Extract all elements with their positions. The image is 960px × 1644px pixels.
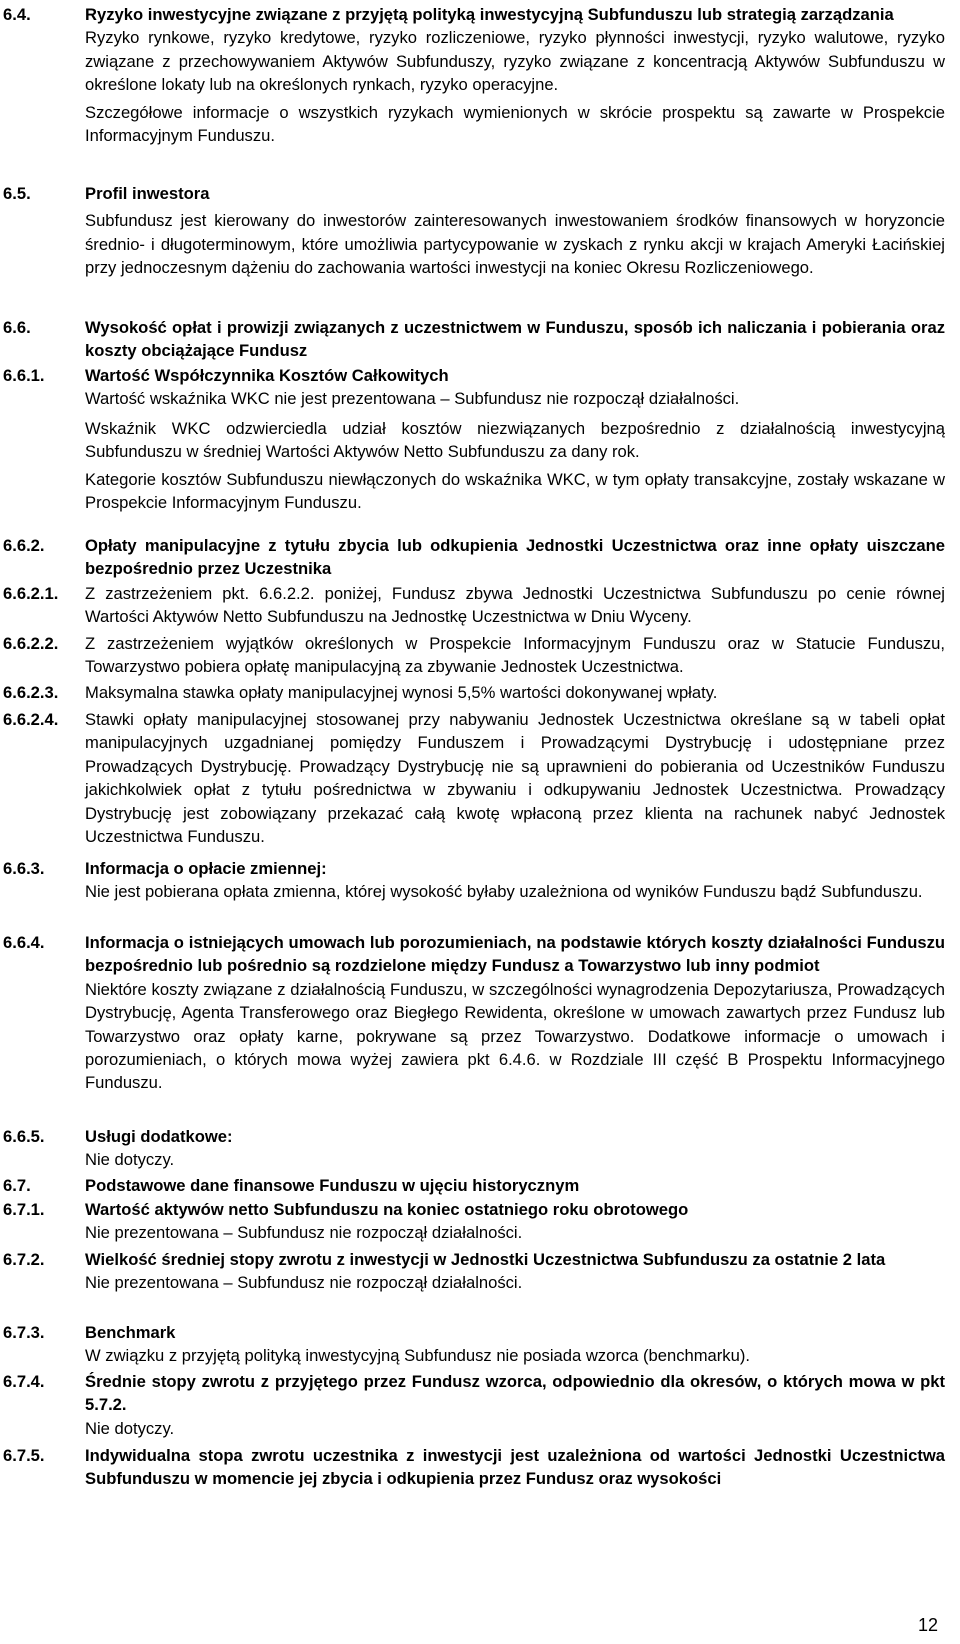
section-number: 6.6.3. bbox=[3, 859, 45, 878]
section-title: Podstawowe dane finansowe Funduszu w ujęciu historycznym bbox=[85, 1176, 580, 1195]
paragraph: Nie prezentowana – Subfundusz nie rozpoczął działalności. bbox=[85, 1273, 523, 1293]
paragraph: Nie dotyczy. bbox=[85, 1418, 175, 1438]
paragraph: Kategorie kosztów Subfunduszu niewłączonych do wskaźnika WKC, w tym opłaty transakcyjne, zostały wskazane w Prospekcie Informacyjnym Funduszu. bbox=[85, 469, 945, 513]
section-number: 6.6.2. bbox=[3, 536, 45, 555]
section-6-7-2 bbox=[3, 1248, 945, 1295]
section-number: 6.7.5. bbox=[3, 1446, 45, 1465]
section-number: 6.6.2.4. bbox=[3, 710, 59, 729]
section-number: 6.7.1. bbox=[3, 1200, 45, 1219]
section-6-6-2-2 bbox=[3, 632, 945, 679]
section-title: Profil inwestora bbox=[85, 184, 210, 203]
section-6-6 bbox=[3, 316, 945, 363]
paragraph: Wskaźnik WKC odzwierciedla udział kosztów niezwiązanych bezpośrednio z działalnością inwestycyjną Subfunduszu w średniej Wartości Aktywów Netto Subfunduszu za dany rok. bbox=[85, 418, 945, 462]
section-number: 6.6.2.1. bbox=[3, 584, 59, 603]
section-number: 6.5. bbox=[3, 184, 31, 203]
paragraph: Nie dotyczy. bbox=[85, 1150, 175, 1170]
section-number: 6.7.4. bbox=[3, 1372, 45, 1391]
section-title: Opłaty manipulacyjne z tytułu zbycia lub odkupienia Jednostki Uczestnictwa oraz inne opłaty uiszczane bezpośrednio przez Uczestnika bbox=[85, 536, 945, 579]
paragraph: Z zastrzeżeniem wyjątków określonych w Prospekcie Informacyjnym Funduszu oraz w Statucie Funduszu, Towarzystwo pobiera opłatę manipulacyjną za zbywanie Jednostek Uczestnictwa. bbox=[85, 634, 945, 677]
section-number: 6.6.1. bbox=[3, 366, 45, 385]
section-6-4 bbox=[3, 3, 945, 147]
paragraph: Z zastrzeżeniem pkt. 6.6.2.2. poniżej, Fundusz zbywa Jednostki Uczestnictwa Subfunduszu po cenie równej Wartości Aktywów Netto Subfunduszu na Jednostkę Uczestnictwa w Dniu Wyceny. bbox=[85, 584, 945, 627]
paragraph: Nie jest pobierana opłata zmienna, której wysokość byłaby uzależniona od wyników Funduszu bądź Subfunduszu. bbox=[85, 882, 923, 902]
section-6-6-4 bbox=[3, 931, 945, 1095]
section-6-7-4 bbox=[3, 1370, 945, 1440]
section-number: 6.7.3. bbox=[3, 1323, 45, 1342]
section-6-7-1 bbox=[3, 1198, 945, 1245]
section-title: Wartość Współczynnika Kosztów Całkowitych bbox=[85, 366, 449, 385]
section-number: 6.6.2.2. bbox=[3, 634, 59, 653]
section-title: Benchmark bbox=[85, 1323, 176, 1342]
section-6-6-2 bbox=[3, 534, 945, 581]
paragraph: Maksymalna stawka opłaty manipulacyjnej wynosi 5,5% wartości dokonywanej wpłaty. bbox=[85, 683, 718, 702]
paragraph: Wartość wskaźnika WKC nie jest prezentowana – Subfundusz nie rozpoczął działalności. bbox=[85, 389, 740, 409]
section-number: 6.6.5. bbox=[3, 1127, 45, 1146]
paragraph: Stawki opłaty manipulacyjnej stosowanej przy nabywaniu Jednostek Uczestnictwa określane są w tabeli opłat manipulacyjnych uzgadnianej pomiędzy Funduszem i Prowadzącymi Dystrybucję i udostępniane przez Prowadzących Dystrybucję. Prowadzący Dystrybucję nie są uprawnieni do pobierania od Uczestników Funduszu jakichkolwiek opłat z tytułu pośrednictwa w zbywaniu i odkupywaniu Jednostek Uczestnictwa. Prowadzący Dystrybucję jest zobowiązany przekazać całą kwotę wpłaconą przez klienta na rachunek nabyć Jednostek Uczestnictwa Funduszu. bbox=[85, 710, 945, 847]
section-6-7 bbox=[3, 1174, 945, 1197]
section-6-7-5 bbox=[3, 1444, 945, 1491]
paragraph: Subfundusz jest kierowany do inwestorów zainteresowanych inwestowaniem środków finansowych w horyzoncie średnio- i długoterminowym, które umożliwia partycypowanie w zyskach z rynku akcji w krajach Ameryki Łacińskiej przy jednoczesnym dążeniu do zachowania wartości inwestycji na koniec Okresu Rozliczeniowego. bbox=[85, 211, 945, 278]
section-number: 6.7.2. bbox=[3, 1250, 45, 1269]
section-number: 6.6. bbox=[3, 318, 31, 337]
section-title: Wartość aktywów netto Subfunduszu na koniec ostatniego roku obrotowego bbox=[85, 1200, 689, 1219]
section-6-6-2-3 bbox=[3, 681, 945, 704]
section-title: Indywidualna stopa zwrotu uczestnika z inwestycji jest uzależniona od wartości Jednostki Uczestnictwa Subfunduszu w momencie jej zbycia i odkupienia przez Fundusz oraz wysokości bbox=[85, 1446, 945, 1489]
section-title: Ryzyko inwestycyjne związane z przyjętą polityką inwestycyjną Subfunduszu lub strategią zarządzania bbox=[85, 5, 894, 24]
paragraph: Niektóre koszty związane z działalnością Funduszu, w szczególności wynagrodzenia Depozytariusza, Prowadzących Dystrybucję, Agenta Transferowego oraz Biegłego Rewidenta, określone w umowach zawartych przez Fundusz lub Towarzystwo oraz opłaty karne, pokrywane są przez Towarzystwo. Dodatkowe informacje o umowach i porozumieniach, o których mowa wyżej zawiera pkt 6.4.6. w Rozdziale III część B Prospektu Informacyjnego Funduszu. bbox=[85, 979, 945, 1093]
section-6-7-3 bbox=[3, 1321, 945, 1368]
section-6-6-2-1 bbox=[3, 582, 945, 629]
section-title: Wielkość średniej stopy zwrotu z inwestycji w Jednostki Uczestnictwa Subfunduszu za ostatnie 2 lata bbox=[85, 1250, 886, 1269]
section-6-6-5 bbox=[3, 1125, 945, 1172]
section-title: Średnie stopy zwrotu z przyjętego przez Fundusz wzorca, odpowiednio dla okresów, o których mowa w pkt 5.7.2. bbox=[85, 1372, 945, 1415]
section-6-6-1 bbox=[3, 364, 945, 514]
section-number: 6.7. bbox=[3, 1176, 31, 1195]
paragraph: Szczegółowe informacje o wszystkich ryzykach wymienionych w skrócie prospektu są zawarte w Prospekcie Informacyjnym Funduszu. bbox=[85, 102, 945, 146]
page-number: 12 bbox=[918, 1615, 939, 1635]
section-number: 6.6.4. bbox=[3, 933, 45, 952]
section-title: Informacja o opłacie zmiennej: bbox=[85, 859, 327, 878]
paragraph: Ryzyko rynkowe, ryzyko kredytowe, ryzyko rozliczeniowe, ryzyko płynności inwestycji, ryzyko walutowe, ryzyko związane z przechowywaniem Aktywów Subfunduszy, ryzyko związane z koncentracją Aktywów Subfunduszu w określone lokaty lub na określonych rynkach, ryzyko operacyjne. bbox=[85, 28, 945, 95]
paragraph: W związku z przyjętą polityką inwestycyjną Subfundusz nie posiada wzorca (benchmarku). bbox=[85, 1346, 750, 1366]
section-number: 6.4. bbox=[3, 5, 31, 24]
section-title: Usługi dodatkowe: bbox=[85, 1127, 233, 1146]
section-title: Wysokość opłat i prowizji związanych z uczestnictwem w Funduszu, sposób ich naliczania i pobierania oraz koszty obciążające Fundusz bbox=[85, 318, 945, 361]
paragraph: Nie prezentowana – Subfundusz nie rozpoczął działalności. bbox=[85, 1223, 523, 1243]
section-6-6-3 bbox=[3, 857, 945, 904]
section-6-5 bbox=[3, 182, 945, 280]
section-number: 6.6.2.3. bbox=[3, 683, 59, 702]
section-title: Informacja o istniejących umowach lub porozumieniach, na podstawie których koszty działalności Funduszu bezpośrednio lub pośrednio są rozdzielone między Fundusz a Towarzystwo lub inny podmiot bbox=[85, 933, 945, 976]
section-6-6-2-4 bbox=[3, 708, 945, 848]
